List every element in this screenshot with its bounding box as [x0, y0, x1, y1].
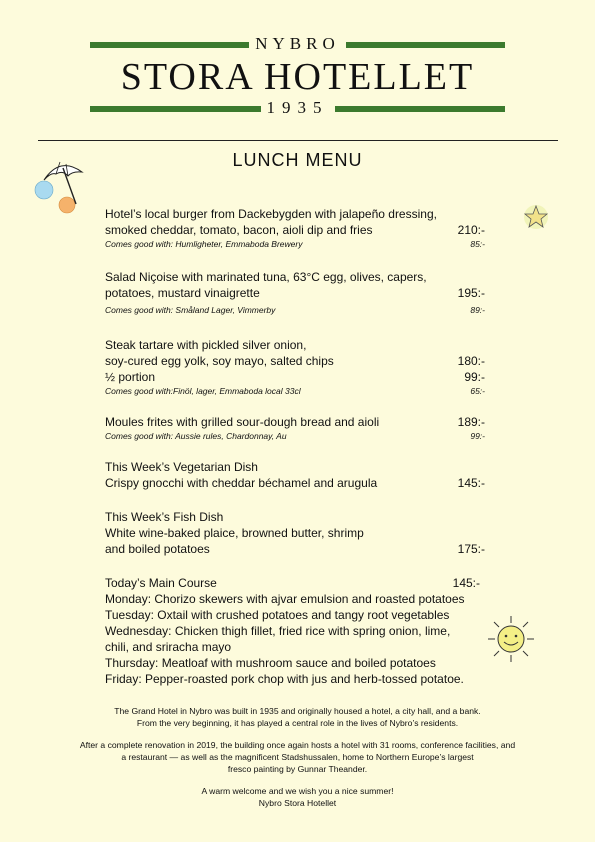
- dish-line: soy-cured egg yolk, soy mayo, salted chips: [105, 354, 334, 368]
- starfish-icon: [521, 203, 551, 231]
- dish-heading: Today’s Main Course: [105, 576, 217, 590]
- dish-line: Crispy gnocchi with cheddar béchamel and arugula: [105, 476, 378, 490]
- menu-item-vegetarian: [105, 459, 485, 491]
- dish-price: 145:-: [457, 476, 485, 490]
- logo-name: STORA HOTELLET: [120, 56, 475, 98]
- hotel-logo: [90, 36, 505, 118]
- menu-item-main-course: [105, 575, 480, 687]
- dish-price: 210:-: [457, 223, 485, 237]
- dish-heading: This Week’s Vegetarian Dish: [105, 460, 258, 474]
- pairing-text: Comes good with: Humligheter, Emmaboda Brewery: [105, 239, 303, 249]
- pairing-price: 65:-: [470, 386, 485, 396]
- menu-title: LUNCH MENU: [232, 150, 363, 170]
- menu-item-fish: [105, 509, 485, 557]
- dish-line: and boiled potatoes: [105, 542, 210, 556]
- pairing-text: Comes good with: Småland Lager, Vimmerby: [105, 305, 276, 315]
- history-text: From the very beginning, it has played a central role in the lives of Nybro’s residents.: [136, 718, 459, 728]
- dish-heading: This Week’s Fish Dish: [105, 510, 224, 524]
- history-text: After a complete renovation in 2019, the building once again hosts a hotel with 31 rooms, conference facilities, and: [79, 740, 516, 750]
- weekday-dish: chili, and sriracha mayo: [105, 640, 232, 654]
- welcome-text: A warm welcome and we wish you a nice summer!: [201, 786, 394, 796]
- dish-line: ½ portion: [105, 370, 156, 384]
- history-text: a restaurant — as well as the magnificent Stadshussalen, home to Northern Europe’s largest: [121, 752, 474, 762]
- logo-year: 1935: [261, 98, 335, 117]
- dish-price: 99:-: [464, 370, 485, 384]
- beach-umbrella-icon: [30, 158, 90, 220]
- signature: Nybro Stora Hotellet: [258, 798, 337, 808]
- menu-item-moules: [105, 414, 485, 443]
- weekday-dish: Thursday: Meatloaf with mushroom sauce and boiled potatoes: [105, 656, 436, 670]
- menu-list: [105, 206, 485, 687]
- menu-item-tartare: [105, 337, 485, 398]
- pairing-price: 99:-: [470, 431, 485, 441]
- dish-line: Hotel’s local burger from Dackebygden with jalapeño dressing,: [105, 207, 437, 221]
- menu-item-burger: [105, 206, 485, 251]
- menu-item-salad: [105, 269, 485, 317]
- dish-price: 180:-: [457, 354, 485, 368]
- header-divider: [38, 140, 558, 141]
- logo-town: NYBRO: [249, 34, 346, 53]
- dish-line: White wine-baked plaice, browned butter, shrimp: [105, 526, 364, 540]
- hotel-history: [40, 705, 555, 819]
- weekday-dish: Tuesday: Oxtail with crushed potatoes and tangy root vegetables: [105, 608, 450, 622]
- dish-price: 145:-: [452, 576, 480, 590]
- weekday-dish: Wednesday: Chicken thigh fillet, fried rice with spring onion, lime,: [105, 624, 451, 638]
- dish-price: 195:-: [457, 286, 485, 300]
- dish-line: Moules frites with grilled sour-dough bread and aioli: [105, 415, 380, 429]
- pairing-price: 89:-: [470, 305, 485, 315]
- dish-line: Salad Niçoise with marinated tuna, 63°C egg, olives, capers,: [105, 270, 427, 284]
- weekday-dish: Monday: Chorizo skewers with ajvar emulsion and roasted potatoes: [105, 592, 465, 606]
- history-text: fresco painting by Gunnar Theander.: [227, 764, 368, 774]
- history-text: The Grand Hotel in Nybro was built in 1935 and originally housed a hotel, a city hall, and a bank.: [114, 706, 481, 716]
- weekday-dish: Friday: Pepper-roasted pork chop with jus and herb-tossed potatoe.: [105, 672, 464, 686]
- pairing-price: 85:-: [470, 239, 485, 249]
- dish-line: potatoes, mustard vinaigrette: [105, 286, 260, 300]
- dish-line: smoked cheddar, tomato, bacon, aioli dip and fries: [105, 223, 373, 237]
- pairing-text: Comes good with: Aussie rules, Chardonnay, Au: [105, 431, 287, 441]
- dish-price: 189:-: [457, 415, 485, 429]
- pairing-text: Comes good with:Finöl, lager, Emmaboda local 33cl: [105, 386, 301, 396]
- dish-line: Steak tartare with pickled silver onion,: [105, 338, 307, 352]
- dish-price: 175:-: [457, 542, 485, 556]
